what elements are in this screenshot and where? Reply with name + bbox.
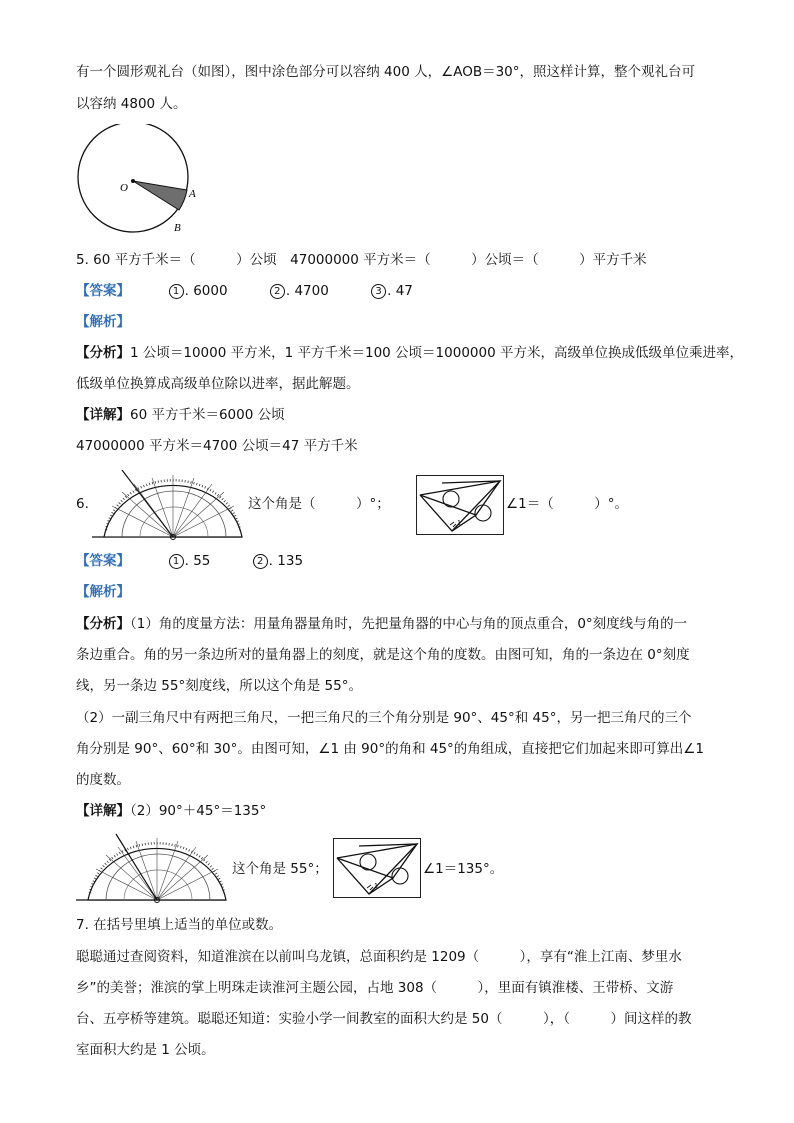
q5-answer-row: [76, 281, 451, 301]
q5-answer-1: 1 . 6000: [169, 281, 228, 301]
q6-analysis-2: 条边重合。角的另一条边所对的量角器上的刻度，就是这个角的度数。由图可知，角的一条边在 0°刻度: [76, 647, 690, 663]
q6-answer-1: 1 . 55: [169, 551, 211, 571]
q5-question: 5. 60 平方千米＝（ ）公顷 47000000 平方米＝（ ）公顷＝（ ）平方千米: [76, 252, 647, 268]
q4-line-1: 有一个圆形观礼台（如图），图中涂色部分可以容纳 400 人，∠AOB＝30°，照这样计算，整个观礼台可: [76, 64, 696, 80]
q6-answer-2: 2 . 135: [253, 551, 303, 571]
q6-analysis-3: 线，另一条边 55°刻度线，所以这个角是 55°。: [76, 678, 362, 694]
q6-angle1-text: ∠1＝（ ）°。: [506, 496, 628, 512]
protractor-figure-2: [76, 832, 228, 906]
q6-angle-text: 这个角是（ ）°；: [248, 496, 390, 512]
q6-detail-1: 【详解】（2）90°＋45°＝135°: [76, 803, 267, 819]
q5-detail-1: 【详解】60 平方千米＝6000 公顷: [76, 407, 285, 423]
label-o: O: [120, 182, 128, 194]
label-a: A: [189, 188, 196, 200]
q7-line-2: 乡”的美誉；淮滨的掌上明珠走读淮河主题公园，占地 308（ ），里面有镇淮楼、王带桥、文游: [76, 980, 674, 996]
svg-text:1: 1: [374, 883, 378, 890]
answer-tag: 【答案】: [76, 283, 130, 299]
circle-figure: [76, 124, 196, 236]
triangle-rulers-figure-2: [333, 838, 421, 898]
q6-number: 6.: [76, 496, 89, 512]
q6-detail-angle: 这个角是 55°；: [232, 861, 328, 877]
q6-analysis-6: 的度数。: [76, 772, 130, 788]
q5-analysis-2: 低级单位换算成高级单位除以进率，据此解题。: [76, 376, 360, 392]
q7-line-3: 台、五亭桥等建筑。聪聪还知道：实验小学一间教室的面积大约是 50（ ），（ ）间这样的教: [76, 1011, 692, 1027]
q7-title: 7. 在括号里填上适当的单位或数。: [76, 917, 283, 933]
q6-detail-angle1: ∠1＝135°。: [423, 861, 504, 877]
q6-jiexi-tag: 【解析】: [76, 584, 130, 600]
q6-analysis-1: 【分析】（1）角的度量方法：用量角器量角时，先把量角器的中心与角的顶点重合，0°刻度线与角的一: [76, 616, 688, 632]
q6-analysis-5: 角分别是 90°、60°和 30°。由图可知，∠1 由 90°的角和 45°的角组成，直接把它们加起来即可算出∠1: [76, 741, 704, 757]
triangle-rulers-figure-1: [416, 475, 504, 535]
q5-answer-2: 2 . 4700: [270, 281, 329, 301]
q5-jiexi-tag: 【解析】: [76, 314, 130, 330]
svg-text:1: 1: [457, 520, 461, 527]
label-b: B: [174, 222, 181, 234]
q4-line-2: 以容纳 4800 人。: [76, 96, 187, 112]
q7-line-1: 聪聪通过查阅资料，知道淮滨在以前叫乌龙镇，总面积约是 1209（ ），享有“淮上江南、梦里水: [76, 949, 682, 965]
protractor-figure-1: [92, 470, 244, 542]
q5-answer-3: 3 . 47: [371, 281, 413, 301]
q7-line-4: 室面积大约是 1 公顷。: [76, 1042, 215, 1058]
q5-detail-2: 47000000 平方米＝4700 公顷＝47 平方千米: [76, 438, 358, 454]
answer-tag: 【答案】: [76, 553, 130, 569]
q5-analysis-1: 【分析】1 公顷＝10000 平方米，1 平方千米＝100 公顷＝1000000 平方米，高级单位换成低级单位乘进率，: [76, 345, 743, 361]
q6-answer-row: [76, 551, 341, 571]
q6-analysis-4: （2）一副三角尺中有两把三角尺，一把三角尺的三个角分别是 90°、45°和 45°，另一把三角尺的三个: [76, 710, 692, 726]
